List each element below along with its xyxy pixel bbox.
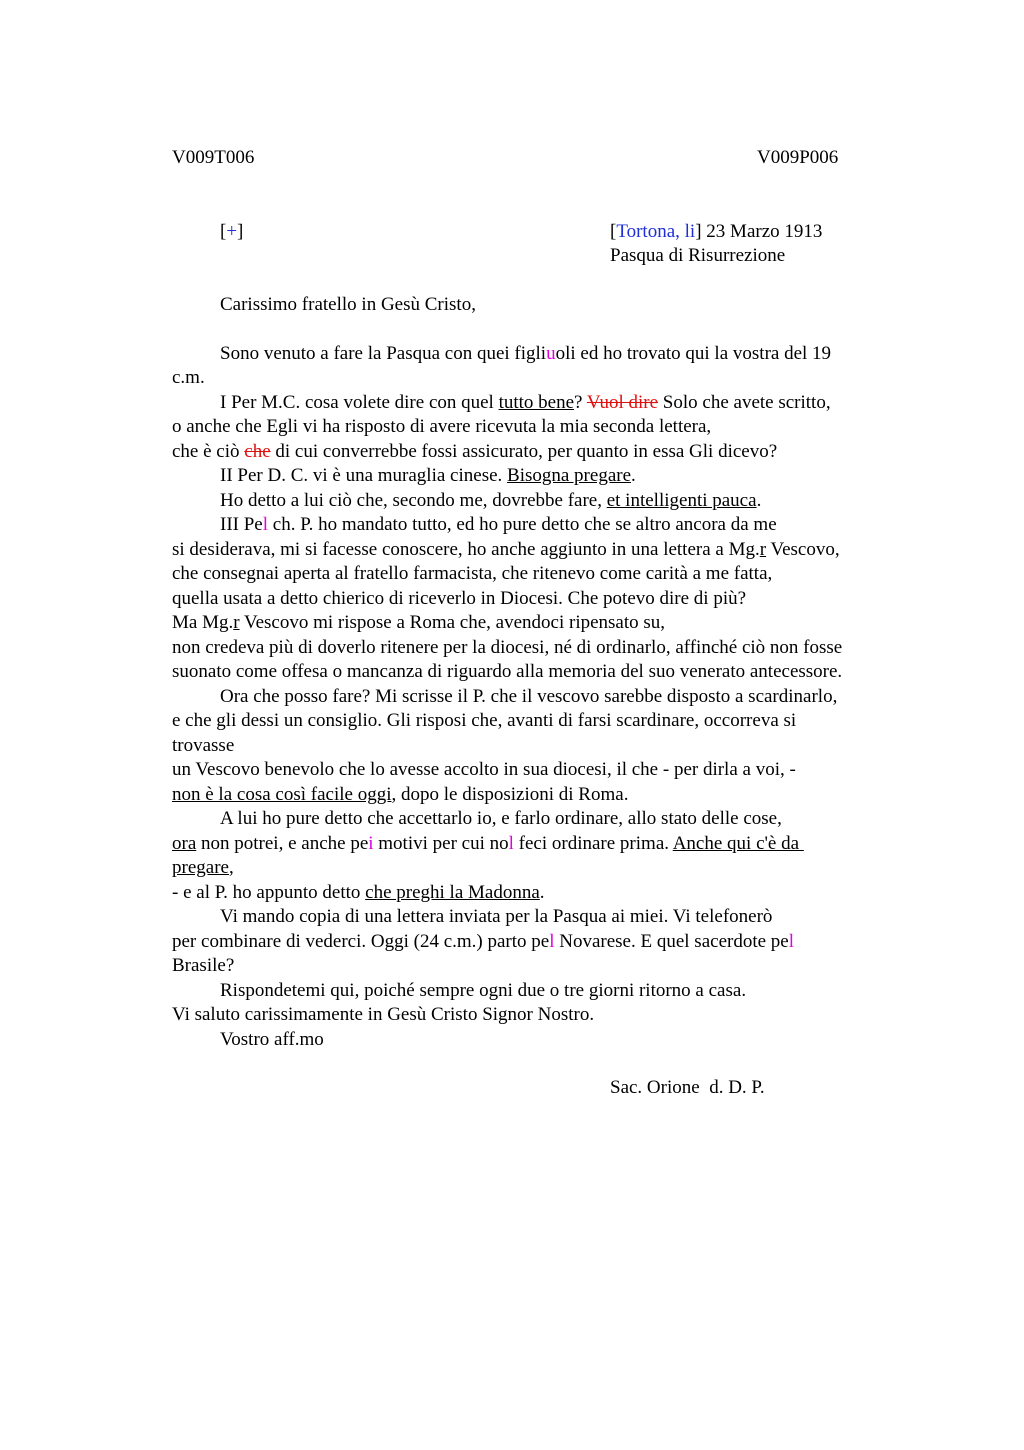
- place-name: Tortona, li: [616, 221, 696, 242]
- letter-line: Vi mando copia di una lettera inviata per la Pasqua ai miei. Vi telefonerò: [220, 906, 773, 927]
- letter-line: Rispondetemi qui, poiché sempre ogni due o tre giorni ritorno a casa.: [220, 980, 747, 1001]
- place-date: [Tortona, li] 23 Marzo 1913: [610, 221, 823, 242]
- letter-line: Vi saluto carissimamente in Gesù Cristo Signor Nostro.: [172, 1004, 595, 1025]
- signature: Sac. Orione d. D. P.: [610, 1077, 765, 1098]
- letter-line: pregare,: [172, 857, 234, 878]
- greeting: Carissimo fratello in Gesù Cristo,: [220, 294, 476, 315]
- letter-line: e che gli dessi un consiglio. Gli risposi che, avanti di farsi scardinare, occorreva si: [172, 710, 797, 731]
- letter-line: suonato come offesa o mancanza di riguardo alla memoria del suo venerato antecessore.: [172, 661, 843, 682]
- right-code: V009P006: [757, 147, 839, 168]
- closing-line: Vostro aff.mo: [220, 1029, 324, 1050]
- feast-line: Pasqua di Risurrezione: [610, 245, 786, 266]
- letter-line: un Vescovo benevolo che lo avesse accolto in sua diocesi, il che - per dirla a voi, -: [172, 759, 796, 780]
- letter-line: non è la cosa così facile oggi, dopo le disposizioni di Roma.: [172, 784, 629, 805]
- letter-line: si desiderava, mi si facesse conoscere, ho anche aggiunto in una lettera a Mg.r Vescovo,: [172, 539, 840, 560]
- letter-line: per combinare di vederci. Oggi (24 c.m.) parto pel Novarese. E quel sacerdote pel: [172, 931, 795, 952]
- letter-line: Ora che posso fare? Mi scrisse il P. che il vescovo sarebbe disposto a scardinarlo,: [220, 686, 838, 707]
- letter-line: quella usata a detto chierico di riceverlo in Diocesi. Che potevo dire di più?: [172, 588, 747, 609]
- letter-line: o anche che Egli vi ha risposto di avere ricevuta la mia seconda lettera,: [172, 416, 712, 437]
- left-code: V009T006: [172, 147, 255, 168]
- letter-line: che è ciò che di cui converrebbe fossi assicurato, per quanto in essa Gli dicevo?: [172, 441, 778, 462]
- date: 23 Marzo 1913: [701, 221, 823, 242]
- letter-line: che consegnai aperta al fratello farmacista, che ritenevo come carità a me fatta,: [172, 563, 773, 584]
- letter-line: ora non potrei, e anche pei motivi per cui nol feci ordinare prima. Anche qui c'è da: [172, 833, 804, 854]
- letter-line: Sono venuto a fare la Pasqua con quei figliuoli ed ho trovato qui la vostra del 19: [220, 343, 832, 364]
- letter-line: Brasile?: [172, 955, 235, 976]
- cross-heading: [+]: [220, 221, 244, 242]
- letter-line: Ho detto a lui ciò che, secondo me, dovrebbe fare, et intelligenti pauca.: [220, 490, 762, 511]
- letter-line: Ma Mg.r Vescovo mi rispose a Roma che, avendoci ripensato su,: [172, 612, 666, 633]
- letter-line: trovasse: [172, 735, 235, 756]
- letter-line: II Per D. C. vi è una muraglia cinese. Bisogna pregare.: [220, 465, 636, 486]
- letter-line: non credeva più di doverlo ritenere per la diocesi, né di ordinarlo, affinché ciò non fosse: [172, 637, 843, 658]
- letter-line: I Per M.C. cosa volete dire con quel tutto bene? Vuol dire Solo che avete scritto,: [220, 392, 831, 413]
- letter-line: A lui ho pure detto che accettarlo io, e farlo ordinare, allo stato delle cose,: [220, 808, 782, 829]
- letter-line: c.m.: [172, 367, 205, 388]
- letter-line: III Pel ch. P. ho mandato tutto, ed ho pure detto che se altro ancora da me: [220, 514, 777, 535]
- letter-line: - e al P. ho appunto detto che preghi la Madonna.: [172, 882, 545, 903]
